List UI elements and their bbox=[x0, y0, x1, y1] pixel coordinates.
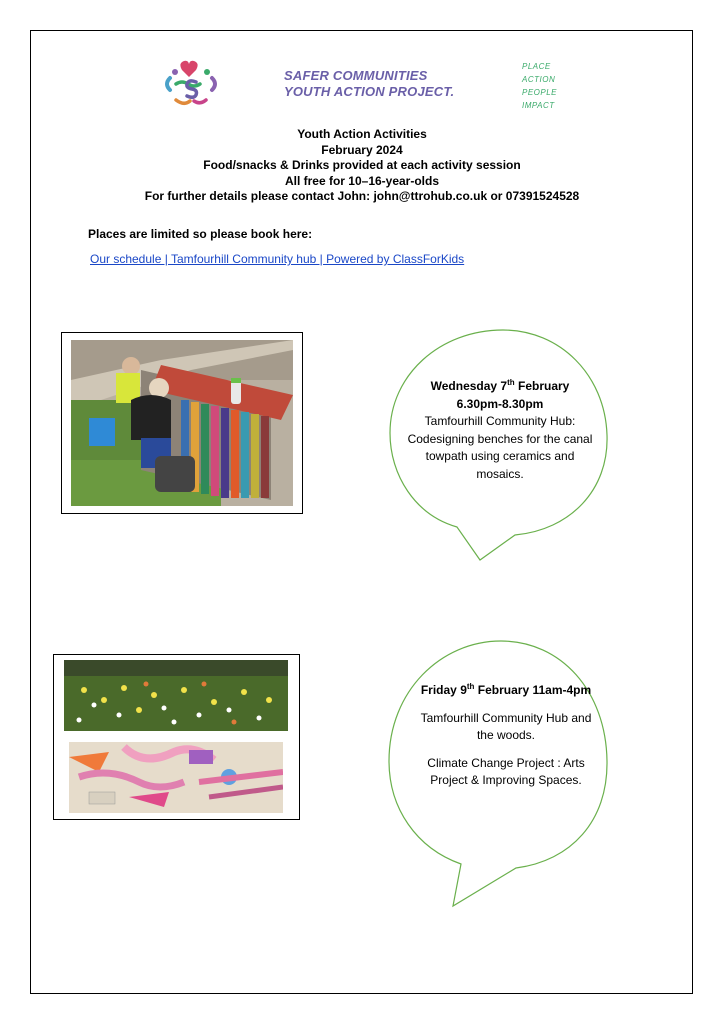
event-1-details bbox=[405, 378, 595, 483]
header-title: Youth Action Activities bbox=[297, 127, 427, 141]
brand-tagline bbox=[522, 60, 557, 112]
tagline-impact: IMPACT bbox=[522, 101, 555, 110]
bench-photo bbox=[71, 340, 293, 506]
event-2-date bbox=[420, 682, 592, 700]
paper-art-photo bbox=[69, 742, 283, 813]
wildflower-photo bbox=[64, 660, 288, 731]
tagline-place: PLACE bbox=[522, 62, 551, 71]
event-2-spacer-2 bbox=[420, 745, 592, 755]
header-food: Food/snacks & Drinks provided at each activity session bbox=[203, 158, 521, 172]
event-1-time: 6.30pm-8.30pm bbox=[456, 396, 544, 411]
event-2-description: Climate Change Project : Arts Project & Improving Spaces. bbox=[427, 755, 585, 787]
event-2-details bbox=[420, 682, 592, 790]
tagline-action: ACTION bbox=[522, 75, 556, 84]
booking-intro: Places are limited so please book here: bbox=[88, 227, 313, 241]
header-contact: For further details please contact John: john@ttrohub.co.uk or 07391524528 bbox=[144, 189, 580, 203]
bench-photo-frame bbox=[61, 332, 303, 514]
event-1-day: Wednesday 7 bbox=[430, 379, 508, 393]
header-month: February 2024 bbox=[321, 142, 403, 157]
header-free: All free for 10–16-year-olds bbox=[284, 173, 440, 188]
event-2-spacer-1 bbox=[420, 700, 592, 710]
booking-link[interactable]: Our schedule | Tamfourhill Community hub | Powered by ClassForKids bbox=[90, 252, 465, 266]
logo-icon bbox=[160, 60, 222, 108]
brand-line-1: SAFER COMMUNITIES bbox=[284, 68, 428, 83]
event-2-date-suffix: th bbox=[466, 682, 475, 691]
event-1-date bbox=[405, 378, 595, 396]
event-1-description: Tamfourhill Community Hub: Codesigning benches for the canal towpath using ceramics and mosaics. bbox=[407, 414, 593, 481]
header-info bbox=[0, 127, 724, 205]
event-1-month: February bbox=[514, 379, 570, 393]
event-1-date-suffix: th bbox=[507, 378, 515, 387]
tagline-people: PEOPLE bbox=[522, 88, 558, 97]
brand-name bbox=[284, 68, 454, 100]
brand-line-2: YOUTH ACTION PROJECT. bbox=[284, 84, 455, 99]
event-2-day: Friday 9 bbox=[420, 683, 467, 697]
event-2-month-time: February 11am-4pm bbox=[474, 683, 592, 697]
climate-photo-frame bbox=[53, 654, 300, 820]
event-2-location: Tamfourhill Community Hub and the woods. bbox=[420, 710, 592, 742]
